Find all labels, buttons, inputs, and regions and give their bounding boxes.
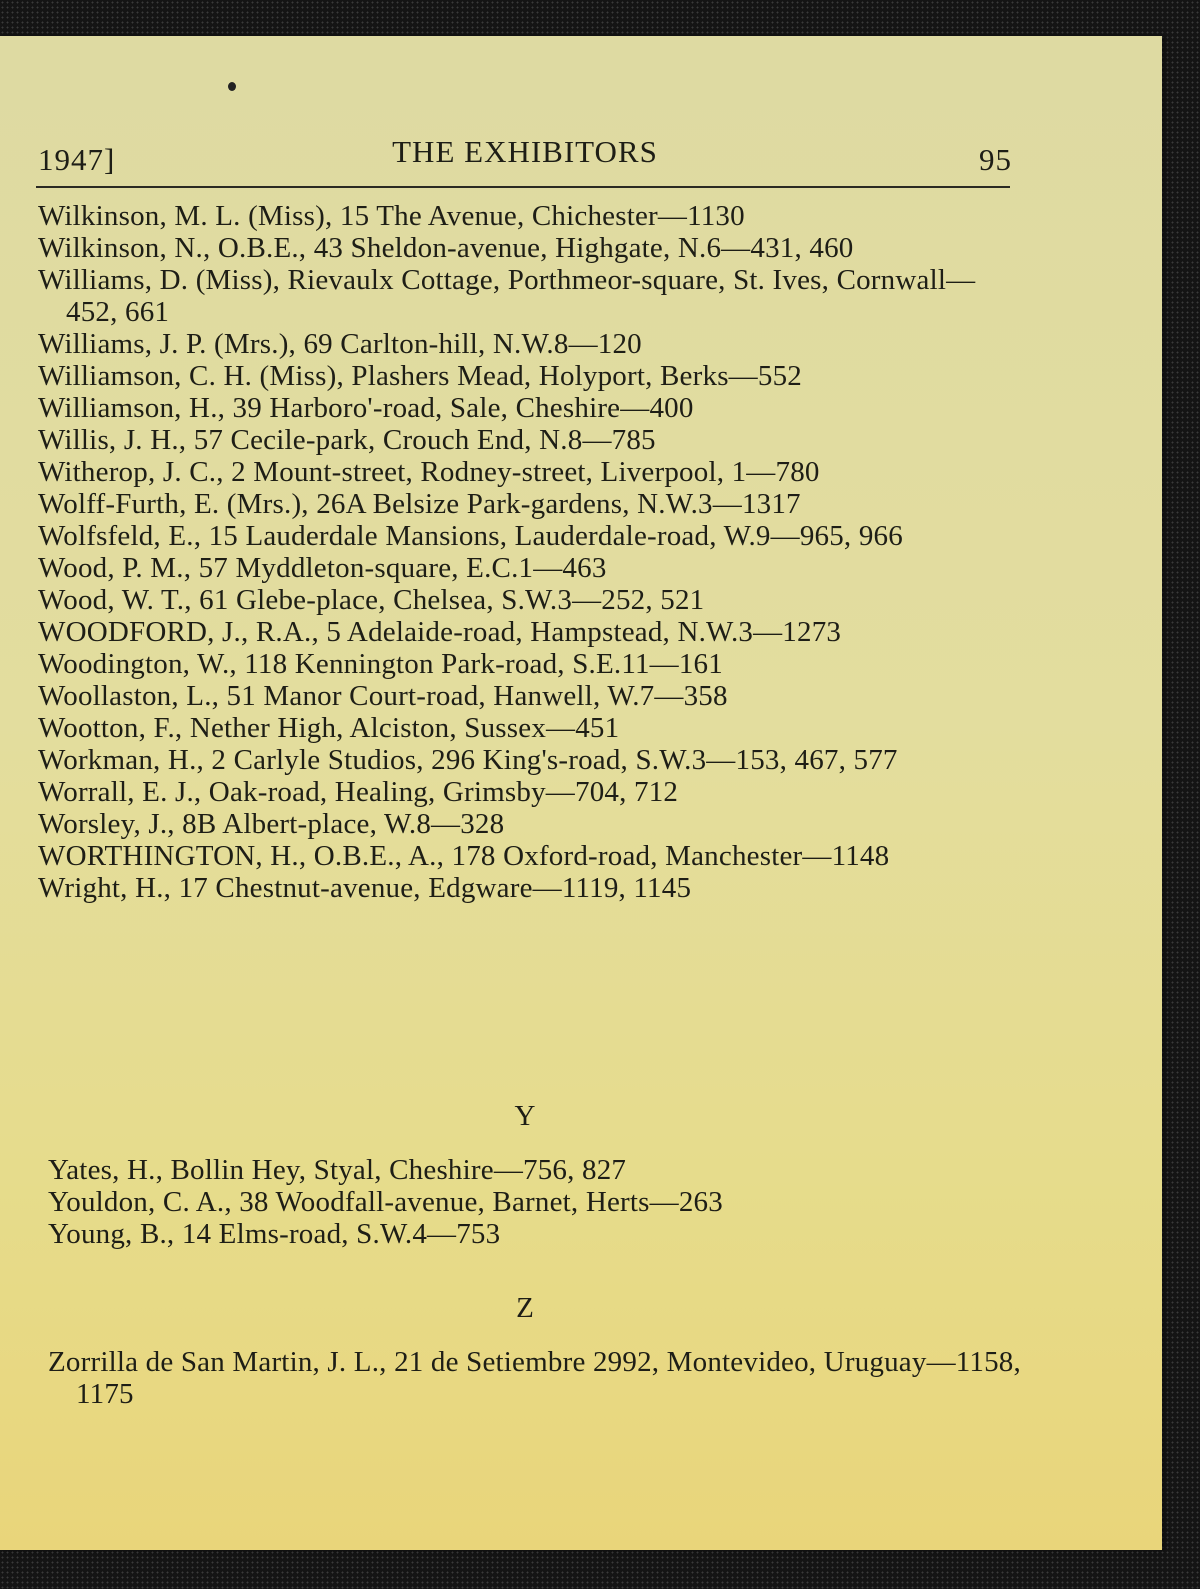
list-item: Wilkinson, M. L. (Miss), 15 The Avenue, Chichester—1130 <box>38 200 745 232</box>
list-item: Yates, H., Bollin Hey, Styal, Cheshire—756, 827 <box>48 1154 627 1186</box>
list-item: Wood, P. M., 57 Myddleton-square, E.C.1—463 <box>38 552 607 584</box>
list-item: Witherop, J. C., 2 Mount-street, Rodney-street, Liverpool, 1—780 <box>38 456 820 488</box>
list-item: Wolfsfeld, E., 15 Lauderdale Mansions, Lauderdale-road, W.9—965, 966 <box>38 520 903 552</box>
exhibitor-list-w <box>38 200 1018 904</box>
header-year: 1947] <box>38 142 116 177</box>
list-item: Wilkinson, N., O.B.E., 43 Sheldon-avenue, Highgate, N.6—431, 460 <box>38 232 854 264</box>
page-number: 95 <box>979 142 1012 177</box>
list-item: Williamson, C. H. (Miss), Plashers Mead, Holyport, Berks—552 <box>38 360 802 392</box>
list-item: Young, B., 14 Elms-road, S.W.4—753 <box>48 1218 501 1250</box>
exhibitor-list-y <box>48 1154 1023 1250</box>
list-item: Worrall, E. J., Oak-road, Healing, Grimsby—704, 712 <box>38 776 679 808</box>
list-item: Wootton, F., Nether High, Alciston, Sussex—451 <box>38 712 620 744</box>
section-heading-y: Y <box>514 1100 536 1132</box>
book-page <box>0 36 1162 1550</box>
list-item: Williams, D. (Miss), Rievaulx Cottage, Porthmeor-square, St. Ives, Cornwall—452, 661 <box>38 264 976 328</box>
section-heading-z: Z <box>516 1292 534 1324</box>
list-item: Wright, H., 17 Chestnut-avenue, Edgware—1119, 1145 <box>38 872 692 904</box>
list-item: Zorrilla de San Martin, J. L., 21 de Setiembre 2992, Montevideo, Uruguay—1158, 1175 <box>48 1346 1021 1410</box>
list-item: Williamson, H., 39 Harboro'-road, Sale, Cheshire—400 <box>38 392 694 424</box>
ink-speck <box>228 82 236 91</box>
header-rule <box>36 186 1010 188</box>
list-item: Woollaston, L., 51 Manor Court-road, Hanwell, W.7—358 <box>38 680 728 712</box>
page-title: THE EXHIBITORS <box>392 134 658 169</box>
list-item: Williams, J. P. (Mrs.), 69 Carlton-hill, N.W.8—120 <box>38 328 642 360</box>
running-header <box>38 134 1012 178</box>
list-item: Youldon, C. A., 38 Woodfall-avenue, Barnet, Herts—263 <box>48 1186 723 1218</box>
list-item: Wolff-Furth, E. (Mrs.), 26A Belsize Park-gardens, N.W.3—1317 <box>38 488 801 520</box>
list-item: Workman, H., 2 Carlyle Studios, 296 King's-road, S.W.3—153, 467, 577 <box>38 744 898 776</box>
exhibitor-list-z <box>48 1346 1023 1410</box>
list-item: Willis, J. H., 57 Cecile-park, Crouch End, N.8—785 <box>38 424 656 456</box>
list-item: Woodington, W., 118 Kennington Park-road, S.E.11—161 <box>38 648 723 680</box>
list-item: Worsley, J., 8B Albert-place, W.8—328 <box>38 808 505 840</box>
list-item: WOODFORD, J., R.A., 5 Adelaide-road, Hampstead, N.W.3—1273 <box>38 616 842 648</box>
list-item: Wood, W. T., 61 Glebe-place, Chelsea, S.W.3—252, 521 <box>38 584 705 616</box>
list-item: WORTHINGTON, H., O.B.E., A., 178 Oxford-road, Manchester—1148 <box>38 840 890 872</box>
